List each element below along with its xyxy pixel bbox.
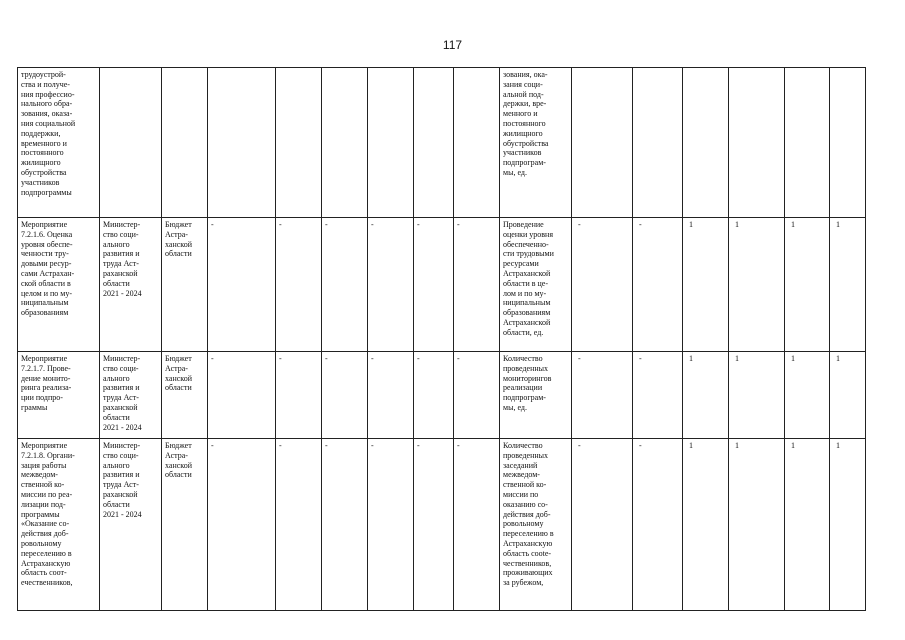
target-value-cell: - <box>633 218 683 352</box>
target-value-cell <box>683 68 729 218</box>
indicator-cell: Проведение оценки уровня обеспеченно- сти трудовыми ресурсами Астраханской области в це- лом и по му- ниципальным образованиям Астраханской области, ед. <box>500 218 572 352</box>
activity-name-cell: Мероприятие 7.2.1.8. Органи- зация работы межведом- ственной ко- миссии по реа- лизации под- программы «Оказание со- действия доб- ровольному переселению в Астраханскую область соот- ечественников, <box>18 439 100 611</box>
executor-cell: Министер- ство соци- ального развития и труда Аст- раханской области 2021 - 2024 <box>100 439 162 611</box>
indicator-cell: Количество проведенных заседаний межведом- ственной ко- миссии по оказанию со- действия доб- ровольному переселению в Астраханскую область соote- чественников, проживающих за рубежом, <box>500 439 572 611</box>
funding-value-cell: - <box>414 218 454 352</box>
funding-value-cell: - <box>368 352 414 439</box>
funding-value-cell <box>368 68 414 218</box>
activity-name-cell: Мероприятие 7.2.1.6. Оценка уровня обеспе- ченности тру- довыми ресур- сами Астрахан- ской области в целом и по му- ниципальным образованиям <box>18 218 100 352</box>
funding-value-cell <box>276 68 322 218</box>
target-value-cell: 1 <box>785 218 830 352</box>
funding-value-cell: - <box>322 218 368 352</box>
funding-value-cell: - <box>276 218 322 352</box>
funding-value-cell: - <box>454 352 500 439</box>
funding-value-cell: - <box>208 439 276 611</box>
funding-value-cell: - <box>368 218 414 352</box>
target-value-cell <box>633 68 683 218</box>
target-value-cell: 1 <box>830 218 866 352</box>
funding-value-cell: - <box>454 218 500 352</box>
executor-cell: Министер- ство соци- ального развития и труда Аст- раханской области 2021 - 2024 <box>100 218 162 352</box>
target-value-cell <box>785 68 830 218</box>
funding-source-cell: Бюджет Астра- ханской области <box>162 218 208 352</box>
page-number: 117 <box>442 38 463 52</box>
target-value-cell <box>572 68 633 218</box>
target-value-cell <box>729 68 785 218</box>
target-value-cell: 1 <box>729 218 785 352</box>
funding-value-cell <box>208 68 276 218</box>
funding-value-cell: - <box>322 439 368 611</box>
target-value-cell: - <box>572 439 633 611</box>
funding-value-cell <box>322 68 368 218</box>
funding-source-cell: Бюджет Астра- ханской области <box>162 352 208 439</box>
table-row <box>18 218 866 352</box>
target-value-cell: 1 <box>683 439 729 611</box>
executor-cell: Министер- ство соци- ального развития и труда Аст- раханской области 2021 - 2024 <box>100 352 162 439</box>
target-value-cell: - <box>633 352 683 439</box>
target-value-cell: 1 <box>785 352 830 439</box>
indicator-cell: Количество проведенных мониторингов реализации подпрограм- мы, ед. <box>500 352 572 439</box>
target-value-cell: 1 <box>683 218 729 352</box>
funding-value-cell: - <box>276 352 322 439</box>
target-value-cell: 1 <box>830 352 866 439</box>
target-value-cell: - <box>572 218 633 352</box>
target-value-cell: - <box>633 439 683 611</box>
indicator-cell: зования, ока- зания соци- альной под- держки, вре- менного и постоянного жилищного обустройства участников подпрограм- мы, ед. <box>500 68 572 218</box>
executor-cell <box>100 68 162 218</box>
activity-name-cell: трудоустрой- ства и получе- ния профессио- нального обра- зования, оказа- ния социальной поддержки, временного и постоянного жилищного обустройства участников подпрограммы <box>18 68 100 218</box>
target-value-cell <box>830 68 866 218</box>
funding-value-cell: - <box>322 352 368 439</box>
target-value-cell: 1 <box>683 352 729 439</box>
funding-value-cell <box>414 68 454 218</box>
funding-source-cell <box>162 68 208 218</box>
target-value-cell: 1 <box>729 439 785 611</box>
funding-value-cell: - <box>368 439 414 611</box>
target-value-cell: 1 <box>830 439 866 611</box>
program-table <box>17 67 866 611</box>
activity-name-cell: Мероприятие 7.2.1.7. Прове- дение монито- ринга реализа- ции подпро- граммы <box>18 352 100 439</box>
funding-value-cell: - <box>414 352 454 439</box>
funding-source-cell: Бюджет Астра- ханской области <box>162 439 208 611</box>
funding-value-cell <box>454 68 500 218</box>
funding-value-cell: - <box>208 218 276 352</box>
table-row <box>18 68 866 218</box>
target-value-cell: 1 <box>729 352 785 439</box>
funding-value-cell: - <box>208 352 276 439</box>
target-value-cell: 1 <box>785 439 830 611</box>
target-value-cell: - <box>572 352 633 439</box>
funding-value-cell: - <box>276 439 322 611</box>
table-row <box>18 352 866 439</box>
funding-value-cell: - <box>414 439 454 611</box>
table-row <box>18 439 866 611</box>
funding-value-cell: - <box>454 439 500 611</box>
